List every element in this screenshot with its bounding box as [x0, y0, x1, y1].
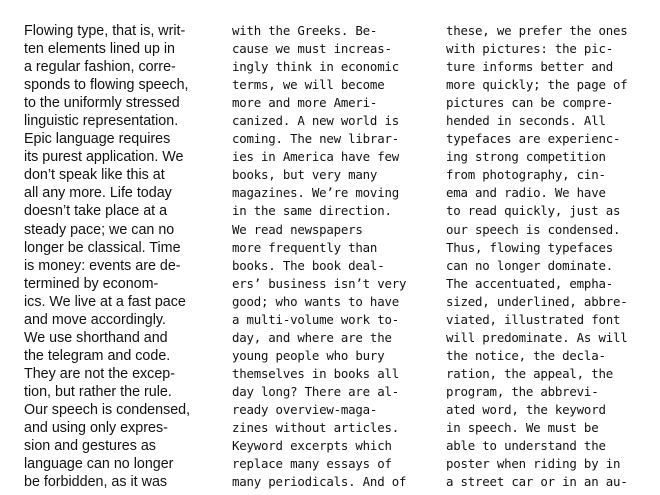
text-line: We use shorthand and — [24, 329, 168, 346]
text-line: will predominate. As will — [446, 329, 628, 345]
text-line: Thus, flowing typefaces — [446, 239, 613, 255]
text-line: Our speech is condensed, — [24, 401, 191, 418]
text-line: longer be classical. Time — [24, 239, 181, 256]
text-line: the telegram and code. — [24, 347, 171, 364]
text-line: steady pace; we can no — [24, 221, 175, 238]
text-line: termined by econom- — [24, 275, 159, 292]
text-line: books. The book deal- — [232, 257, 385, 273]
text-line: these, we prefer the ones — [446, 23, 628, 38]
text-line: pictures can be compre- — [446, 95, 613, 111]
text-line: more frequently than — [232, 239, 378, 255]
text-line: ration, the appeal, the — [446, 365, 613, 381]
text-line: with the Greeks. Be- — [232, 23, 378, 38]
text-line: ema and radio. We have — [446, 185, 606, 201]
text-line: can no longer dominate. — [446, 257, 613, 273]
text-line: a multi-volume work to- — [232, 311, 399, 327]
text-line: magazines. We’re moving — [232, 185, 399, 201]
text-line: many periodicals. And of — [232, 474, 407, 490]
text-line: cause we must increas- — [232, 41, 392, 57]
text-line: coming. The new librar- — [232, 131, 399, 147]
text-line: Keyword excerpts which — [232, 438, 392, 454]
text-line: in the same direction. — [232, 203, 392, 219]
text-line: language can no longer — [24, 456, 174, 473]
text-line: from photography, cin- — [446, 167, 606, 183]
text-line: ing strong competition — [446, 149, 606, 165]
text-line: with pictures: the pic- — [446, 41, 613, 57]
text-line: and move accordingly. — [24, 311, 166, 328]
text-line: linguistic representation. — [24, 113, 179, 130]
text-line: tion, but rather the rule. — [24, 383, 172, 400]
text-line: ies in America have few — [232, 149, 399, 165]
text-line: replace many essays of — [232, 456, 392, 472]
text-line: our speech is condensed. — [446, 221, 621, 237]
text-line: in speech. We must be — [446, 420, 599, 436]
text-line: terms, we will become — [232, 77, 385, 93]
text-line: be forbidden, as it was — [24, 474, 168, 491]
text-line: program, the abbrevi- — [446, 383, 599, 399]
text-line: canized. A new world is — [232, 113, 399, 129]
text-line: ated word, the keyword — [446, 401, 606, 417]
text-column-2 — [232, 22, 432, 491]
text-line: Flowing type, that is, writ- — [24, 23, 186, 39]
text-line: sion and gestures as — [24, 438, 156, 455]
text-line: ingly think in economic — [232, 59, 399, 75]
text-line: books, but very many — [232, 167, 378, 183]
text-line: themselves in books all — [232, 365, 399, 381]
text-line: a regular fashion, corre- — [24, 59, 176, 76]
text-column-1 — [24, 22, 224, 491]
text-line: day, and where are the — [232, 329, 392, 345]
text-line: ics. We live at a fast pace — [24, 293, 186, 310]
text-line: good; who wants to have — [232, 293, 399, 309]
text-line: day long? There are al- — [232, 383, 399, 399]
text-column-3 — [446, 22, 651, 491]
text-line: sized, underlined, abbre- — [446, 293, 628, 309]
text-line: ers’ business isn’t very — [232, 275, 407, 291]
text-line: poster when riding by in — [446, 456, 621, 472]
text-line: the notice, the decla- — [446, 347, 606, 363]
text-line: ture informs better and — [446, 59, 613, 75]
text-line: its purest application. We — [24, 149, 184, 166]
text-line: Epic language requires — [24, 131, 171, 148]
text-line: young people who bury — [232, 347, 385, 363]
text-line: The accentuated, empha- — [446, 275, 613, 291]
text-line: They are not the excep- — [24, 365, 175, 382]
text-line: viated, illustrated font — [446, 311, 621, 327]
text-line: typefaces are experienc- — [446, 131, 621, 147]
text-line: hended in seconds. All — [446, 113, 606, 129]
text-line: zines without articles. — [232, 420, 399, 436]
text-line: and using only expres- — [24, 420, 168, 437]
text-line: to read quickly, just as — [446, 203, 621, 219]
text-line: able to understand the — [446, 438, 606, 454]
text-line: to the uniformly stressed — [24, 95, 180, 112]
text-line: ten elements lined up in — [24, 41, 176, 58]
text-line: a street car or in an au- — [446, 474, 628, 490]
text-line: We read newspapers — [232, 221, 363, 237]
text-line: ready overview-maga- — [232, 401, 378, 417]
text-line: more and more Ameri- — [232, 95, 378, 111]
text-line: more quickly; the page of — [446, 77, 628, 93]
text-line: doesn’t take place at a — [24, 203, 168, 220]
text-line: sponds to flowing speech, — [24, 77, 189, 94]
text-line: all any more. Life today — [24, 185, 172, 202]
text-line: is money: events are de- — [24, 257, 181, 274]
text-line: don’t speak like this at — [24, 167, 165, 184]
